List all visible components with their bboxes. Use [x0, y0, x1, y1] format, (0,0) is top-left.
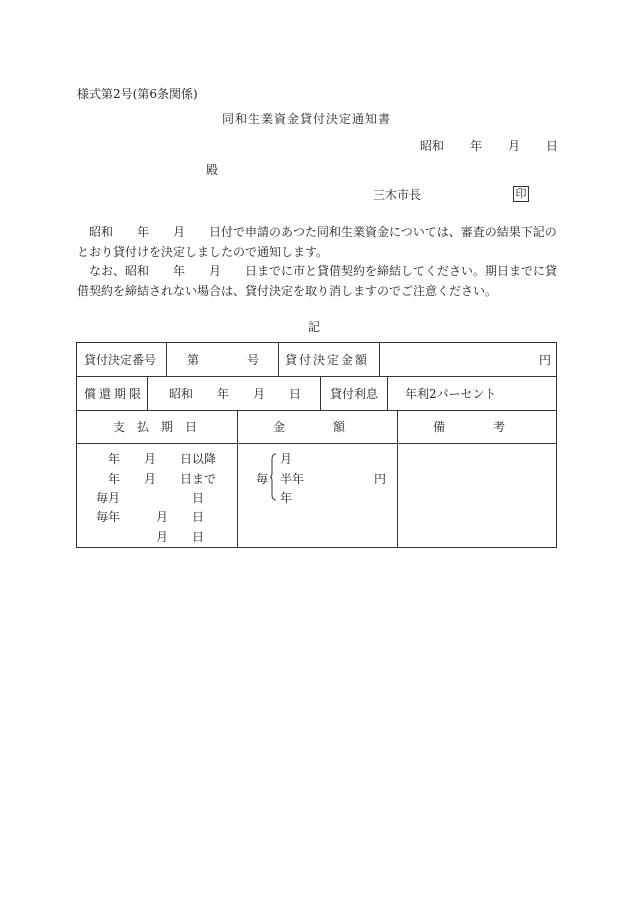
- date-year: 年: [470, 139, 483, 153]
- date-month: 月: [508, 139, 521, 153]
- brace-icon: [270, 453, 276, 501]
- repayment-era: 昭和: [169, 387, 194, 401]
- repayment-year: 年: [217, 387, 230, 401]
- amount-yen: 円: [374, 472, 387, 486]
- col-divider: [278, 343, 279, 376]
- row-divider: [77, 410, 556, 411]
- payment-date-line: 月 日: [156, 530, 205, 544]
- col-divider: [397, 410, 398, 548]
- payment-date-line: 毎年 月 日: [96, 510, 205, 524]
- row-divider: [77, 376, 556, 377]
- remarks-header: 備 考: [433, 420, 506, 434]
- col-divider: [237, 410, 238, 548]
- issue-date: [420, 139, 558, 153]
- document-title: 同和生業資金貸付決定通知書: [222, 112, 392, 126]
- payment-date-line: 毎月 日: [96, 491, 205, 505]
- date-era: 昭和: [420, 139, 445, 153]
- body-paragraph-2: なお、昭和 年 月 日までに市と貸借契約を締結してください。期日までに貸借契約を締結されない場合は、貸付決定を取り消しますのでご注意ください。: [77, 264, 558, 298]
- date-day: 日: [546, 139, 559, 153]
- col-divider: [379, 343, 380, 376]
- frequency-option: 年: [280, 491, 293, 505]
- every-label: 毎: [256, 472, 269, 486]
- payment-date-header: 支 払 期 日: [113, 420, 198, 434]
- interest-label: 貸付利息: [330, 387, 379, 401]
- repayment-month: 月: [253, 387, 266, 401]
- interest-value: 年利2パーセント: [405, 387, 497, 401]
- frequency-option: 月: [280, 452, 293, 466]
- issuer-name: 三木市長: [373, 188, 422, 202]
- loan-number-go: 号: [247, 353, 260, 367]
- repayment-period-label: 償還期限: [84, 387, 145, 401]
- payment-date-line: 年 月 日以降: [108, 452, 217, 466]
- amount-header: 金 額: [273, 420, 346, 434]
- loan-table: [76, 342, 557, 548]
- repayment-day: 日: [289, 387, 302, 401]
- col-divider: [320, 376, 321, 410]
- body-paragraph-1: 昭和 年 月 日付で申請のあつた同和生業資金については、審査の結果下記のとおり貸付けを決定しましたので通知します。: [77, 225, 557, 259]
- loan-number-dai: 第: [187, 353, 200, 367]
- frequency-option: 半年: [280, 472, 305, 486]
- col-divider: [387, 376, 388, 410]
- seal-mark: 印: [513, 186, 529, 202]
- row-divider: [77, 443, 556, 444]
- loan-amount-yen: 円: [539, 353, 552, 367]
- loan-number-label: 貸付決定番号: [84, 353, 157, 367]
- payment-date-line: 年 月 日まで: [108, 472, 217, 486]
- col-divider: [166, 343, 167, 376]
- ki-heading: 記: [308, 320, 321, 334]
- loan-amount-label: 貸付決定金額: [285, 353, 370, 367]
- addressee-honorific: 殿: [206, 163, 219, 177]
- col-divider: [147, 376, 148, 410]
- form-number: 様式第2号(第6条関係): [77, 87, 198, 101]
